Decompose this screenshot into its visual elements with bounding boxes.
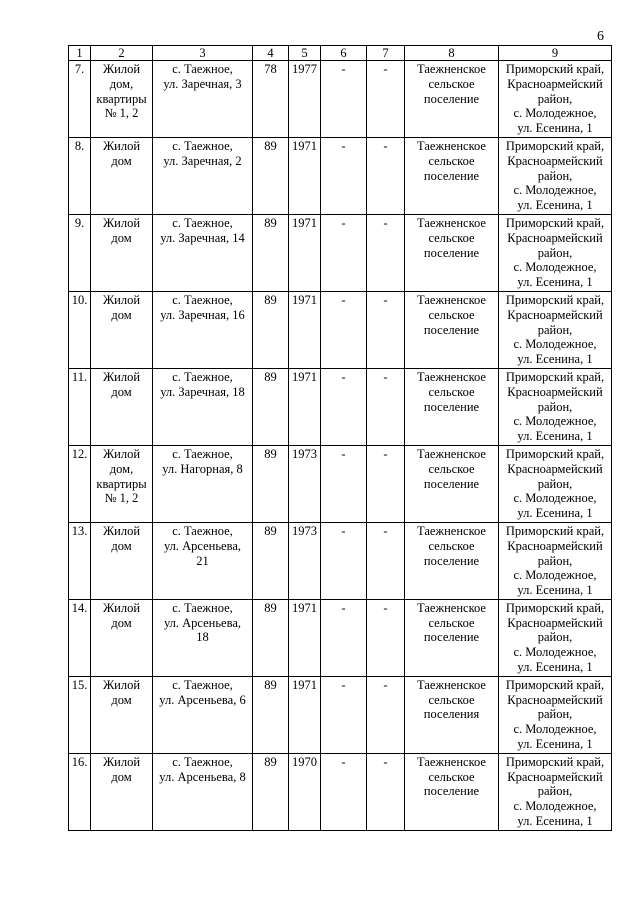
owner-cell bbox=[405, 61, 499, 138]
year-cell: 1973 bbox=[289, 522, 321, 599]
col6-cell: - bbox=[321, 368, 367, 445]
location-line: с. Молодежное, bbox=[513, 722, 597, 737]
column-header: 4 bbox=[253, 46, 289, 61]
year-cell: 1973 bbox=[289, 445, 321, 522]
location-line: ул. Есенина, 1 bbox=[517, 660, 593, 675]
location-line: Приморский край, bbox=[505, 215, 605, 230]
location-line: район, bbox=[537, 399, 573, 414]
owner-cell bbox=[405, 676, 499, 753]
col4-cell: 89 bbox=[253, 214, 289, 291]
type-line: квартиры bbox=[96, 91, 147, 106]
address-line: ул. Арсеньева, 6 bbox=[159, 692, 246, 707]
row-number-cell: 12. bbox=[69, 445, 91, 522]
location-line: Приморский край, bbox=[505, 446, 605, 461]
location-line: ул. Есенина, 1 bbox=[517, 583, 593, 598]
column-header: 2 bbox=[91, 46, 153, 61]
col4-cell: 89 bbox=[253, 291, 289, 368]
location-line: район, bbox=[537, 168, 573, 183]
owner-cell bbox=[405, 137, 499, 214]
object-type-cell bbox=[91, 676, 153, 753]
col6-cell: - bbox=[321, 214, 367, 291]
col7-cell: - bbox=[367, 368, 405, 445]
column-number-row bbox=[69, 46, 612, 61]
location-line: ул. Есенина, 1 bbox=[517, 352, 593, 367]
location-line: Красноармейский bbox=[507, 461, 603, 476]
row-number-cell: 8. bbox=[69, 137, 91, 214]
owner-line: Таежненское bbox=[417, 677, 486, 692]
owner-line: поселение bbox=[423, 168, 480, 183]
owner-line: сельское bbox=[428, 76, 475, 91]
owner-cell bbox=[405, 522, 499, 599]
location-line: с. Молодежное, bbox=[513, 491, 597, 506]
location-cell bbox=[499, 599, 612, 676]
location-line: район, bbox=[537, 630, 573, 645]
table-row bbox=[69, 291, 612, 368]
type-line: дом bbox=[111, 538, 132, 553]
owner-line: поселение bbox=[423, 245, 480, 260]
location-cell bbox=[499, 61, 612, 138]
col4-cell: 89 bbox=[253, 137, 289, 214]
location-line: ул. Есенина, 1 bbox=[517, 429, 593, 444]
type-line: Жилой bbox=[102, 62, 141, 76]
column-header: 5 bbox=[289, 46, 321, 61]
location-line: с. Молодежное, bbox=[513, 337, 597, 352]
location-line: Красноармейский bbox=[507, 76, 603, 91]
address-line: с. Таежное, bbox=[172, 292, 233, 307]
location-line: Приморский край, bbox=[505, 292, 605, 307]
address-line: с. Таежное, bbox=[172, 62, 233, 76]
owner-line: сельское bbox=[428, 615, 475, 630]
type-line: Жилой bbox=[102, 369, 141, 384]
location-line: с. Молодежное, bbox=[513, 645, 597, 660]
property-registry-table bbox=[68, 45, 612, 831]
address-line: 21 bbox=[196, 553, 209, 568]
location-line: ул. Есенина, 1 bbox=[517, 275, 593, 290]
column-header: 9 bbox=[499, 46, 612, 61]
col7-cell: - bbox=[367, 214, 405, 291]
address-line: ул. Заречная, 2 bbox=[163, 153, 242, 168]
type-line: Жилой bbox=[102, 446, 141, 461]
location-line: с. Молодежное, bbox=[513, 106, 597, 121]
type-line: Жилой bbox=[102, 677, 141, 692]
owner-cell bbox=[405, 291, 499, 368]
type-line: Жилой bbox=[102, 754, 141, 769]
col4-cell: 89 bbox=[253, 753, 289, 830]
table-row bbox=[69, 61, 612, 138]
owner-line: поселение bbox=[423, 399, 480, 414]
location-line: район, bbox=[537, 322, 573, 337]
location-line: район, bbox=[537, 784, 573, 799]
type-line: № 1, 2 bbox=[104, 106, 139, 121]
address-cell bbox=[153, 368, 253, 445]
address-line: ул. Заречная, 16 bbox=[160, 307, 245, 322]
owner-line: сельское bbox=[428, 692, 475, 707]
object-type-cell bbox=[91, 753, 153, 830]
table-row bbox=[69, 445, 612, 522]
year-cell: 1971 bbox=[289, 137, 321, 214]
owner-line: сельское bbox=[428, 153, 475, 168]
col4-cell: 89 bbox=[253, 676, 289, 753]
page-number: 6 bbox=[597, 29, 604, 44]
table-row bbox=[69, 753, 612, 830]
col4-cell: 89 bbox=[253, 445, 289, 522]
location-line: Приморский край, bbox=[505, 138, 605, 153]
location-line: Красноармейский bbox=[507, 153, 603, 168]
address-line: ул. Арсеньева, bbox=[163, 538, 242, 553]
address-line: с. Таежное, bbox=[172, 138, 233, 153]
row-number-cell: 7. bbox=[69, 61, 91, 138]
location-line: Приморский край, bbox=[505, 62, 605, 76]
owner-line: Таежненское bbox=[417, 292, 486, 307]
col7-cell: - bbox=[367, 676, 405, 753]
row-number-cell: 11. bbox=[69, 368, 91, 445]
address-cell bbox=[153, 522, 253, 599]
column-header: 8 bbox=[405, 46, 499, 61]
location-line: Красноармейский bbox=[507, 615, 603, 630]
location-line: с. Молодежное, bbox=[513, 568, 597, 583]
address-line: с. Таежное, bbox=[172, 215, 233, 230]
location-cell bbox=[499, 368, 612, 445]
owner-line: сельское bbox=[428, 230, 475, 245]
table-row bbox=[69, 599, 612, 676]
location-line: Приморский край, bbox=[505, 523, 605, 538]
location-line: Красноармейский bbox=[507, 384, 603, 399]
owner-cell bbox=[405, 445, 499, 522]
col7-cell: - bbox=[367, 599, 405, 676]
location-line: район, bbox=[537, 476, 573, 491]
location-cell bbox=[499, 137, 612, 214]
address-line: ул. Нагорная, 8 bbox=[162, 461, 243, 476]
location-line: ул. Есенина, 1 bbox=[517, 121, 593, 136]
location-cell bbox=[499, 676, 612, 753]
address-line: ул. Заречная, 14 bbox=[160, 230, 245, 245]
address-line: с. Таежное, bbox=[172, 600, 233, 615]
object-type-cell bbox=[91, 137, 153, 214]
location-cell bbox=[499, 445, 612, 522]
col7-cell: - bbox=[367, 137, 405, 214]
col6-cell: - bbox=[321, 137, 367, 214]
type-line: дом, bbox=[109, 461, 134, 476]
type-line: дом bbox=[111, 384, 132, 399]
col7-cell: - bbox=[367, 61, 405, 138]
table-row bbox=[69, 137, 612, 214]
year-cell: 1970 bbox=[289, 753, 321, 830]
owner-line: Таежненское bbox=[417, 523, 486, 538]
location-line: Красноармейский bbox=[507, 307, 603, 322]
type-line: дом, bbox=[109, 76, 134, 91]
col7-cell: - bbox=[367, 522, 405, 599]
owner-line: Таежненское bbox=[417, 369, 486, 384]
owner-line: Таежненское bbox=[417, 215, 486, 230]
owner-line: Таежненское bbox=[417, 754, 486, 769]
col7-cell: - bbox=[367, 291, 405, 368]
type-line: дом bbox=[111, 615, 132, 630]
address-line: с. Таежное, bbox=[172, 369, 233, 384]
location-line: Красноармейский bbox=[507, 230, 603, 245]
location-line: ул. Есенина, 1 bbox=[517, 506, 593, 521]
object-type-cell bbox=[91, 599, 153, 676]
location-cell bbox=[499, 291, 612, 368]
object-type-cell bbox=[91, 445, 153, 522]
address-cell bbox=[153, 445, 253, 522]
location-line: Приморский край, bbox=[505, 677, 605, 692]
owner-line: Таежненское bbox=[417, 62, 486, 76]
object-type-cell bbox=[91, 522, 153, 599]
year-cell: 1971 bbox=[289, 368, 321, 445]
type-line: дом bbox=[111, 307, 132, 322]
owner-cell bbox=[405, 368, 499, 445]
address-cell bbox=[153, 61, 253, 138]
col6-cell: - bbox=[321, 522, 367, 599]
table-row bbox=[69, 522, 612, 599]
address-cell bbox=[153, 753, 253, 830]
col4-cell: 89 bbox=[253, 368, 289, 445]
owner-line: Таежненское bbox=[417, 446, 486, 461]
row-number-cell: 15. bbox=[69, 676, 91, 753]
column-header: 1 bbox=[69, 46, 91, 61]
object-type-cell bbox=[91, 61, 153, 138]
type-line: дом bbox=[111, 230, 132, 245]
owner-line: поселение bbox=[423, 322, 480, 337]
type-line: Жилой bbox=[102, 600, 141, 615]
address-cell bbox=[153, 599, 253, 676]
address-line: с. Таежное, bbox=[172, 677, 233, 692]
type-line: Жилой bbox=[102, 523, 141, 538]
owner-line: поселение bbox=[423, 553, 480, 568]
location-line: Красноармейский bbox=[507, 538, 603, 553]
location-line: район, bbox=[537, 91, 573, 106]
location-line: ул. Есенина, 1 bbox=[517, 814, 593, 829]
location-cell bbox=[499, 753, 612, 830]
owner-line: сельское bbox=[428, 307, 475, 322]
address-line: ул. Арсеньева, 8 bbox=[159, 769, 246, 784]
col4-cell: 89 bbox=[253, 599, 289, 676]
owner-line: сельское bbox=[428, 538, 475, 553]
owner-line: поселение bbox=[423, 91, 480, 106]
object-type-cell bbox=[91, 291, 153, 368]
location-line: район, bbox=[537, 245, 573, 260]
location-line: ул. Есенина, 1 bbox=[517, 198, 593, 213]
row-number-cell: 16. bbox=[69, 753, 91, 830]
address-line: с. Таежное, bbox=[172, 446, 233, 461]
type-line: квартиры bbox=[96, 476, 147, 491]
location-line: Красноармейский bbox=[507, 692, 603, 707]
address-line: с. Таежное, bbox=[172, 754, 233, 769]
table-row bbox=[69, 214, 612, 291]
type-line: Жилой bbox=[102, 215, 141, 230]
type-line: дом bbox=[111, 153, 132, 168]
col6-cell: - bbox=[321, 445, 367, 522]
owner-cell bbox=[405, 214, 499, 291]
col6-cell: - bbox=[321, 676, 367, 753]
address-cell bbox=[153, 676, 253, 753]
address-cell bbox=[153, 214, 253, 291]
row-number-cell: 13. bbox=[69, 522, 91, 599]
owner-cell bbox=[405, 753, 499, 830]
address-line: ул. Заречная, 18 bbox=[160, 384, 245, 399]
row-number-cell: 9. bbox=[69, 214, 91, 291]
location-line: Приморский край, bbox=[505, 754, 605, 769]
location-cell bbox=[499, 214, 612, 291]
location-line: с. Молодежное, bbox=[513, 183, 597, 198]
table-row bbox=[69, 676, 612, 753]
col4-cell: 78 bbox=[253, 61, 289, 138]
object-type-cell bbox=[91, 214, 153, 291]
location-line: Приморский край, bbox=[505, 600, 605, 615]
owner-line: поселения bbox=[423, 707, 480, 722]
type-line: дом bbox=[111, 769, 132, 784]
location-line: с. Молодежное, bbox=[513, 414, 597, 429]
type-line: Жилой bbox=[102, 138, 141, 153]
year-cell: 1971 bbox=[289, 291, 321, 368]
col6-cell: - bbox=[321, 753, 367, 830]
address-cell bbox=[153, 137, 253, 214]
address-line: с. Таежное, bbox=[172, 523, 233, 538]
location-line: Приморский край, bbox=[505, 369, 605, 384]
address-line: ул. Арсеньева, bbox=[163, 615, 242, 630]
owner-line: сельское bbox=[428, 769, 475, 784]
year-cell: 1971 bbox=[289, 214, 321, 291]
column-header: 3 bbox=[153, 46, 253, 61]
object-type-cell bbox=[91, 368, 153, 445]
column-header: 7 bbox=[367, 46, 405, 61]
owner-line: сельское bbox=[428, 384, 475, 399]
year-cell: 1971 bbox=[289, 599, 321, 676]
owner-line: Таежненское bbox=[417, 600, 486, 615]
row-number-cell: 10. bbox=[69, 291, 91, 368]
type-line: № 1, 2 bbox=[104, 491, 139, 506]
col7-cell: - bbox=[367, 445, 405, 522]
col4-cell: 89 bbox=[253, 522, 289, 599]
owner-line: поселение bbox=[423, 476, 480, 491]
location-line: район, bbox=[537, 707, 573, 722]
type-line: Жилой bbox=[102, 292, 141, 307]
location-line: район, bbox=[537, 553, 573, 568]
address-cell bbox=[153, 291, 253, 368]
owner-line: поселение bbox=[423, 784, 480, 799]
col7-cell: - bbox=[367, 753, 405, 830]
owner-cell bbox=[405, 599, 499, 676]
col6-cell: - bbox=[321, 291, 367, 368]
location-line: ул. Есенина, 1 bbox=[517, 737, 593, 752]
year-cell: 1971 bbox=[289, 676, 321, 753]
location-line: с. Молодежное, bbox=[513, 260, 597, 275]
owner-line: сельское bbox=[428, 461, 475, 476]
location-line: с. Молодежное, bbox=[513, 799, 597, 814]
column-header: 6 bbox=[321, 46, 367, 61]
owner-line: Таежненское bbox=[417, 138, 486, 153]
location-cell bbox=[499, 522, 612, 599]
address-line: 18 bbox=[196, 630, 209, 645]
year-cell: 1977 bbox=[289, 61, 321, 138]
location-line: Красноармейский bbox=[507, 769, 603, 784]
type-line: дом bbox=[111, 692, 132, 707]
owner-line: поселение bbox=[423, 630, 480, 645]
col6-cell: - bbox=[321, 61, 367, 138]
table-row bbox=[69, 368, 612, 445]
col6-cell: - bbox=[321, 599, 367, 676]
row-number-cell: 14. bbox=[69, 599, 91, 676]
address-line: ул. Заречная, 3 bbox=[163, 76, 242, 91]
